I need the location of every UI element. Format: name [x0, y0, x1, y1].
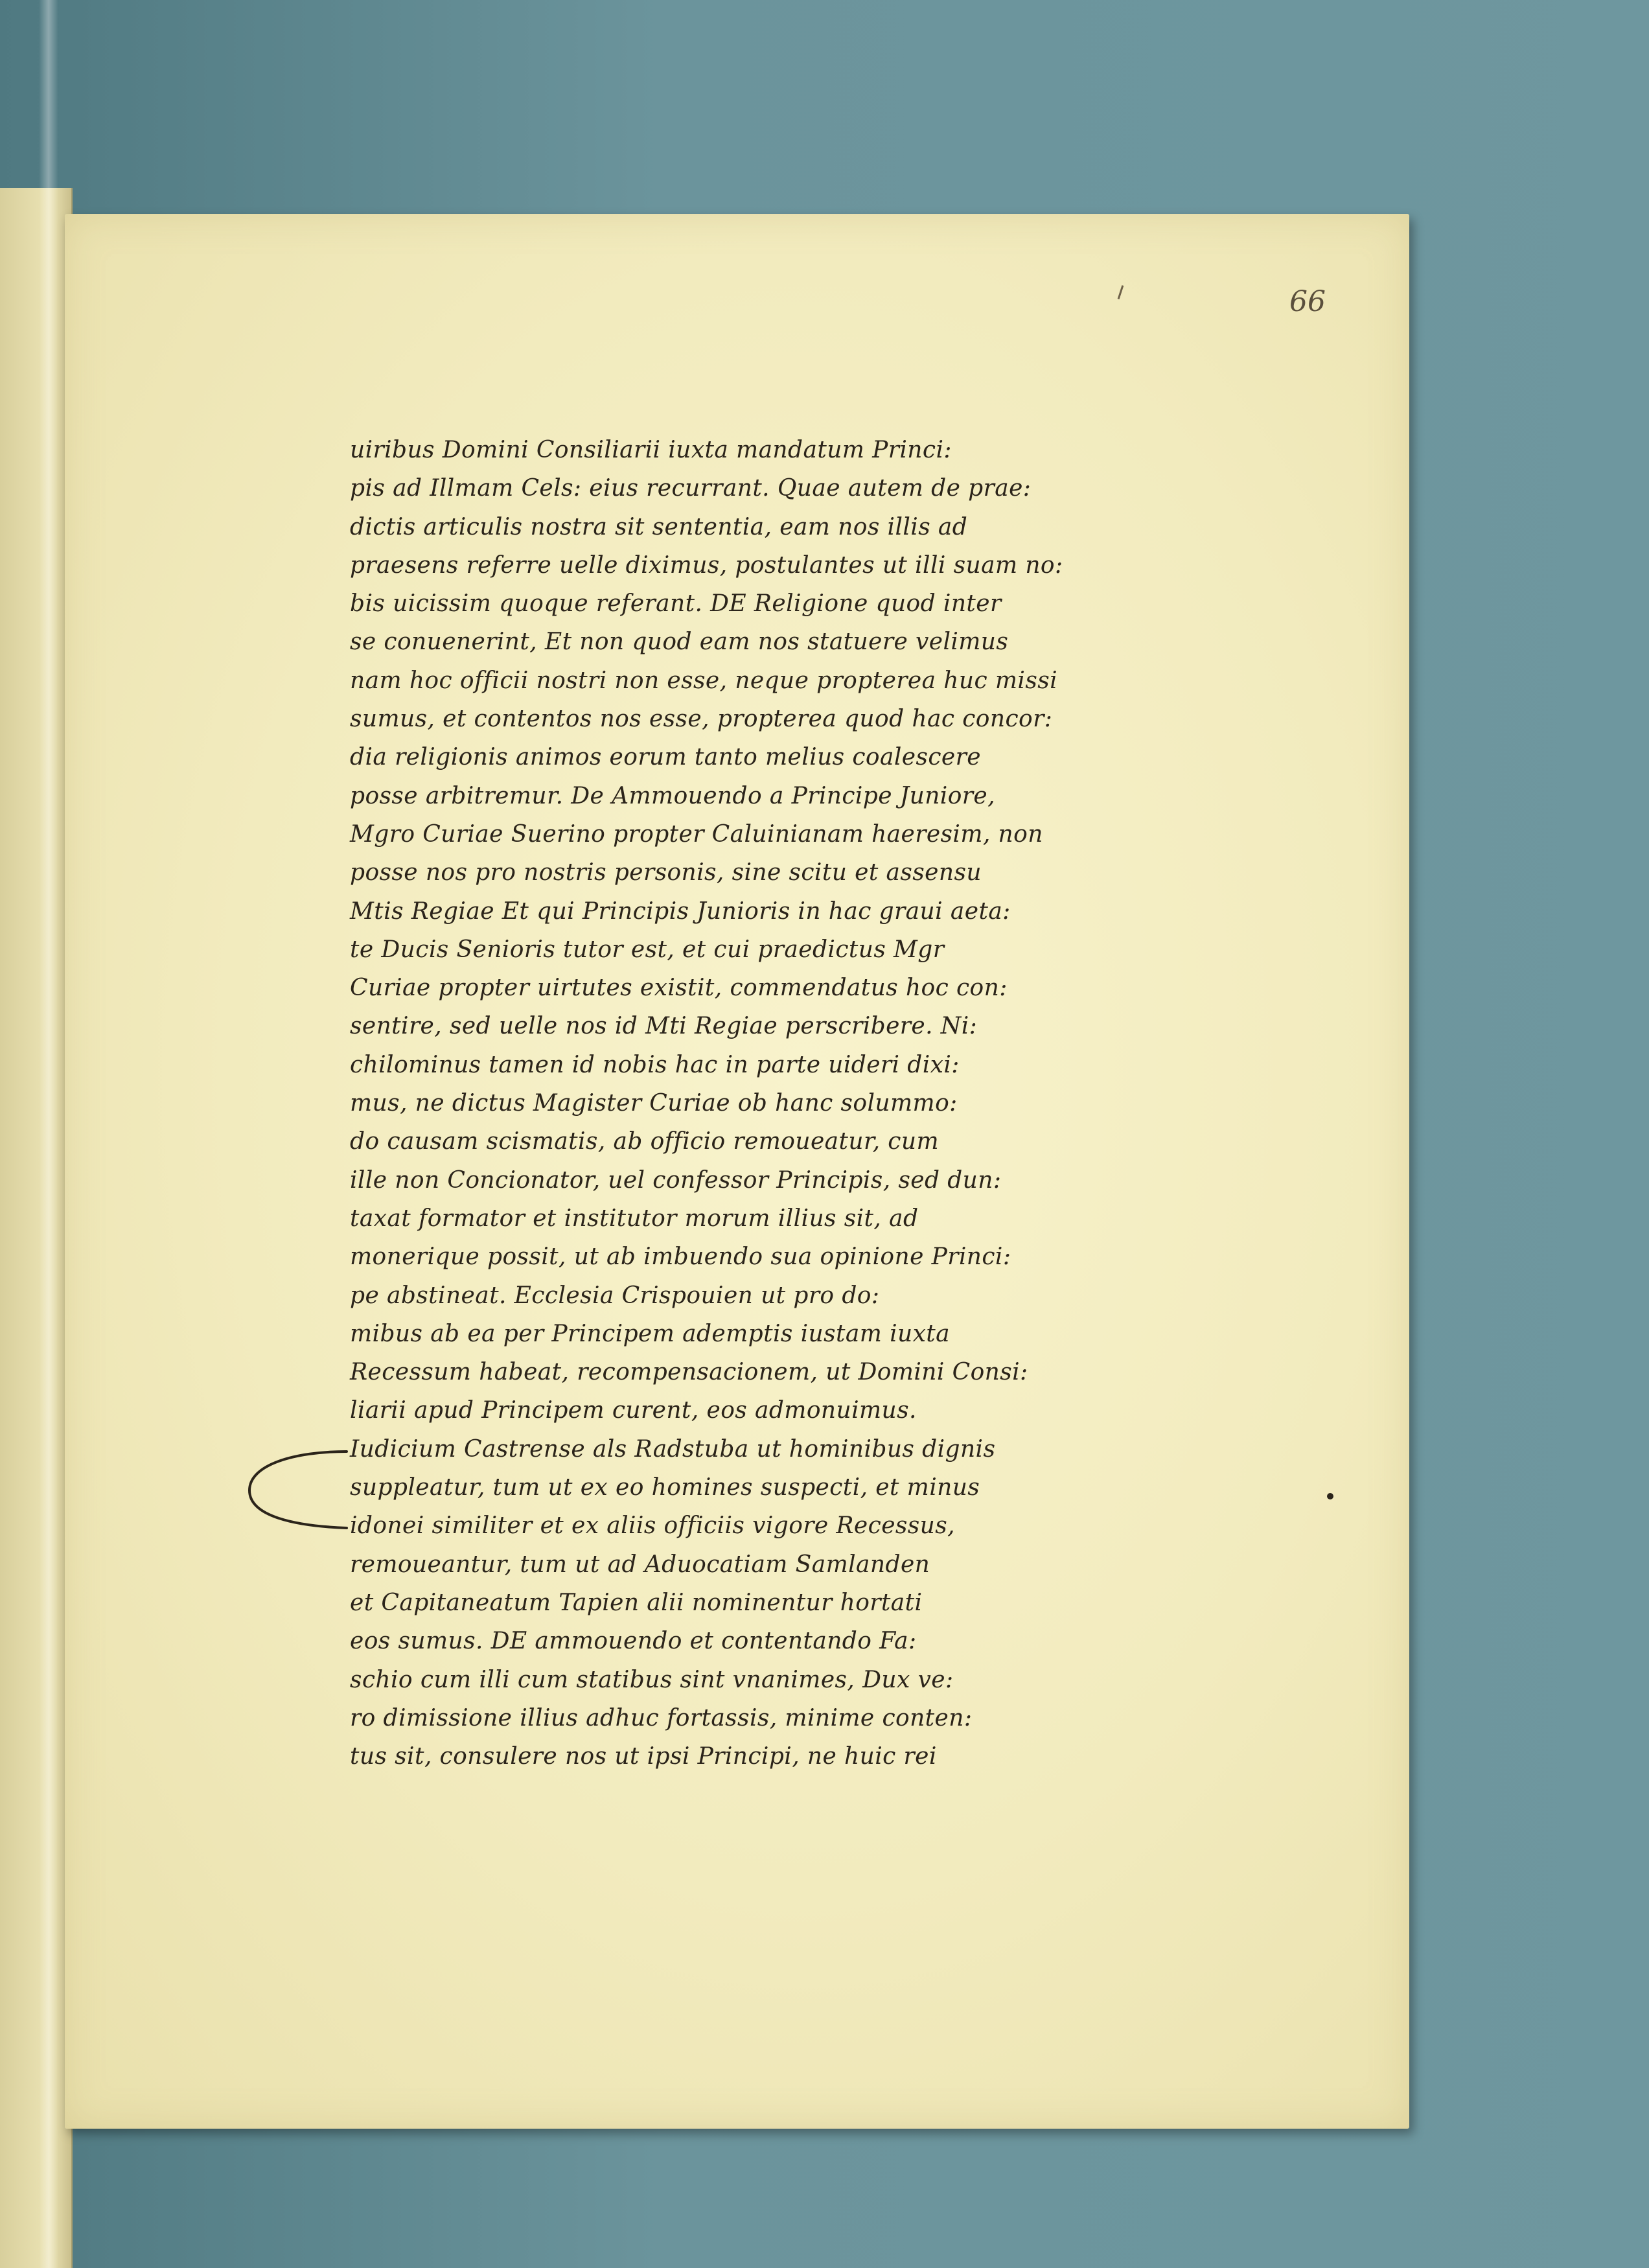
text-line: sentire, sed uelle nos id Mti Regiae perscribere. Ni:	[350, 1013, 978, 1040]
text-line: se conuenerint, Et non quod eam nos statuere velimus	[350, 629, 1009, 656]
margin-bracket-mark	[236, 1445, 353, 1536]
text-line: Curiae propter uirtutes existit, commendatus hoc con:	[350, 975, 1008, 1002]
text-line: Mgro Curiae Suerino propter Caluinianam haeresim, non	[350, 820, 1043, 848]
text-line: schio cum illi cum statibus sint vnanimes, Dux ve:	[350, 1666, 954, 1693]
text-line: praesens referre uelle diximus, postulantes ut illi suam no:	[350, 551, 1063, 579]
text-line: sumus, et contentos nos esse, propterea quod hac concor:	[350, 706, 1053, 733]
text-line: tus sit, consulere nos ut ipsi Principi, ne huic rei	[350, 1743, 937, 1770]
text-line: posse nos pro nostris personis, sine scitu et assensu	[350, 859, 982, 886]
text-line: dia religionis animos eorum tanto melius coalescere	[350, 744, 981, 771]
text-line: pis ad Illmam Cels: eius recurrant. Quae autem de prae:	[350, 475, 1032, 502]
text-line: posse arbitremur. De Ammouendo a Principe Juniore,	[350, 782, 995, 809]
text-line: dictis articulis nostra sit sententia, eam nos illis ad	[350, 513, 968, 540]
text-line: eos sumus. DE ammouendo et contentando Fa:	[350, 1628, 917, 1655]
text-line: uiribus Domini Consiliarii iuxta mandatum Princi:	[350, 437, 952, 463]
text-line: do causam scismatis, ab officio remoueatur, cum	[350, 1128, 939, 1155]
text-line: ro dimissione illius adhuc fortassis, minime conten:	[350, 1704, 973, 1731]
text-line: ille non Concionator, uel confessor Principis, sed dun:	[350, 1166, 1002, 1194]
text-line: remoueantur, tum ut ad Aduocatiam Samlanden	[350, 1551, 930, 1578]
text-line: liarii apud Principem curent, eos admonuimus.	[350, 1397, 917, 1424]
text-line: Recessum habeat, recompensacionem, ut Domini Consi:	[350, 1359, 1028, 1386]
text-line: suppleatur, tum ut ex eo homines suspecti, et minus	[350, 1474, 980, 1501]
text-line: te Ducis Senioris tutor est, et cui praedictus Mgr	[350, 936, 945, 963]
text-line: mus, ne dictus Magister Curiae ob hanc solummo:	[350, 1090, 958, 1117]
text-line: monerique possit, ut ab imbuendo sua opinione Princi:	[350, 1244, 1011, 1271]
binding-highlight	[39, 0, 58, 2268]
text-line: Mtis Regiae Et qui Principis Junioris in hac graui aeta:	[350, 897, 1011, 925]
manuscript-text	[350, 431, 1140, 1776]
text-line: nam hoc officii nostri non esse, neque propterea huc missi	[350, 667, 1057, 694]
text-line: pe abstineat. Ecclesia Crispouien ut pro do:	[350, 1282, 880, 1309]
text-line: taxat formator et institutor morum illius sit, ad	[350, 1205, 919, 1232]
text-line: chilominus tamen id nobis hac in parte uideri dixi:	[350, 1051, 960, 1078]
text-line: bis uicissim quoque referant. DE Religione quod inter	[350, 590, 1002, 618]
text-line: idonei similiter et ex aliis officiis vigore Recessus,	[350, 1512, 955, 1540]
ink-dot-mark	[1327, 1493, 1333, 1499]
text-line: mibus ab ea per Principem ademptis iustam iuxta	[350, 1320, 951, 1347]
facing-page-edge	[0, 188, 73, 2268]
text-line: et Capitaneatum Tapien alii nominentur hortati	[350, 1589, 923, 1616]
folio-number: 66	[1289, 285, 1326, 318]
text-line: Iudicium Castrense als Radstuba ut hominibus dignis	[350, 1435, 996, 1463]
